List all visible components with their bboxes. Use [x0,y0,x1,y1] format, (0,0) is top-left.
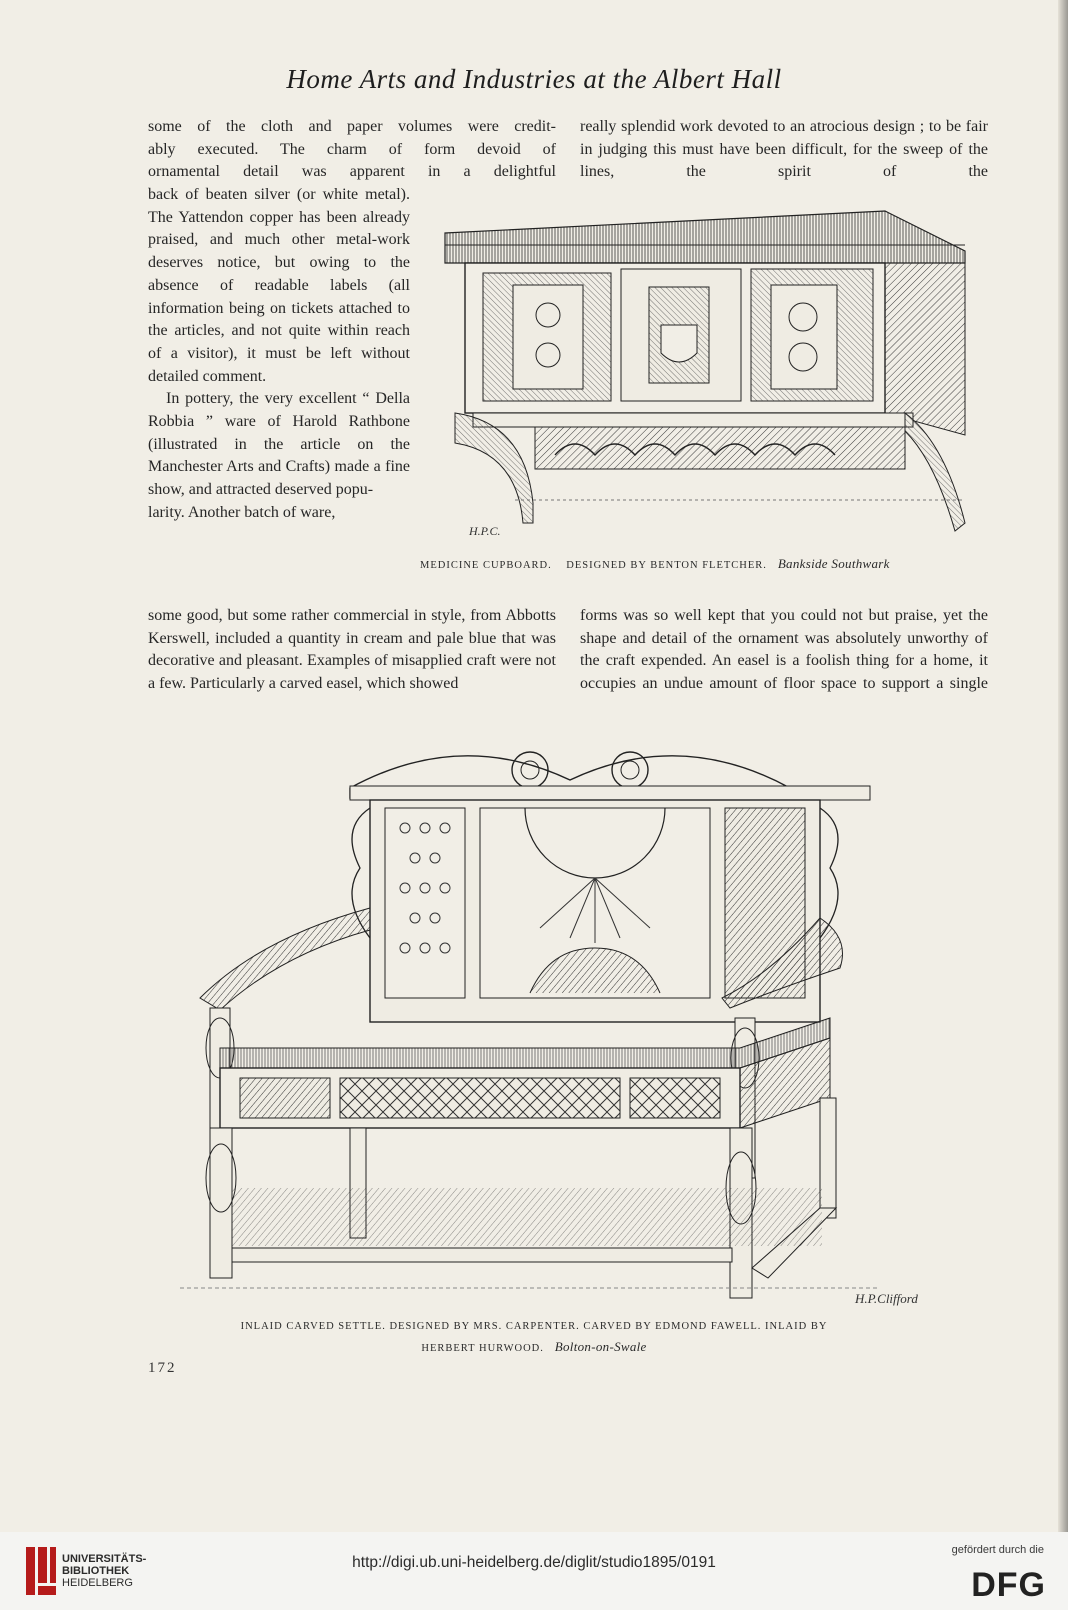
right-column-top [580,116,988,184]
digitization-footer [0,1532,1068,1610]
paragraph: back of beaten silver (or white metal). The Yattendon copper has been already praised, and much other metal-work deserves notice, but owing to the absence of readable labels (all information being on tickets attached to the articles, and not quite within reach of a visitor), it must be left without detailed comment. [148,186,410,385]
library-line: HEIDELBERG [62,1577,133,1589]
settle-caption-location: Bolton-on-Swale [554,1339,647,1354]
page-number: 172 [148,1360,177,1376]
dfg-logo: DFG [971,1566,1046,1604]
running-title: Home Arts and Industries at the Albert Hall [286,64,782,94]
left-column-bottom [148,605,556,696]
page-spine-shadow [1058,0,1068,1532]
medicine-cupboard-illustration [425,205,995,560]
settle-caption-name: HERBERT HURWOOD. [421,1343,544,1354]
cupboard-caption-title: MEDICINE CUPBOARD. [420,560,552,571]
library-line: UNIVERSITÄTS- [62,1553,147,1565]
right-column-bottom [580,605,988,696]
paragraph: some good, but some rather commercial in style, from Abbotts Kerswell, included a quantity in cream and pale blue that was decorative and pleasant. Examples of misapplied craft were not a few. Particularly a carved easel, which showed [148,607,556,693]
cupboard-artist-mark: H.P.C. [469,524,501,538]
cupboard-caption-designer: DESIGNED BY BENTON FLETCHER. [566,560,767,571]
settle-caption-line2 [0,1339,1068,1355]
cupboard-caption [420,556,890,572]
left-column-narrow [148,184,410,525]
paragraph: forms was so well kept that you could not but praise, yet the shape and detail of the ornament was absolutely unworthy of the craft expended. An easel is a foolish thing for a home, it occupies an undue amount of floor space to support a single [580,607,988,693]
settle-caption-line1: INLAID CARVED SETTLE. DESIGNED BY MRS. CARPENTER. CARVED BY EDMOND FAWELL. INLAID BY [240,1321,828,1332]
paragraph: In pottery, the very excellent “ Della Robbia ” ware of Harold Rathbone (illustrated in the article on the Manchester Arts and Crafts) made a fine show, and attracted deserved popu- [148,390,410,499]
text-line: ably executed. The charm of form devoid of [148,140,556,158]
sponsor-text: gefördert durch die [951,1544,1044,1556]
source-url-link[interactable]: http://digi.ub.uni-heidelberg.de/diglit/studio1895/0191 [352,1554,716,1571]
library-line: BIBLIOTHEK [62,1565,130,1577]
cupboard-caption-location: Bankside Southwark [777,556,890,571]
paragraph: really splendid work devoted to an atrocious design ; to be fair in judging this must have been difficult, for the sweep of the lines, the spirit of the [580,118,988,181]
carved-settle-illustration [180,748,980,1348]
text-line: some of the cloth and paper volumes were credit- [148,118,556,135]
left-column-top [148,116,556,184]
text-line: larity. Another batch of ware, [148,503,336,521]
settle-artist-mark: H.P.Clifford [855,1291,918,1306]
text-line: ornamental detail was apparent in a delightful [148,163,556,181]
